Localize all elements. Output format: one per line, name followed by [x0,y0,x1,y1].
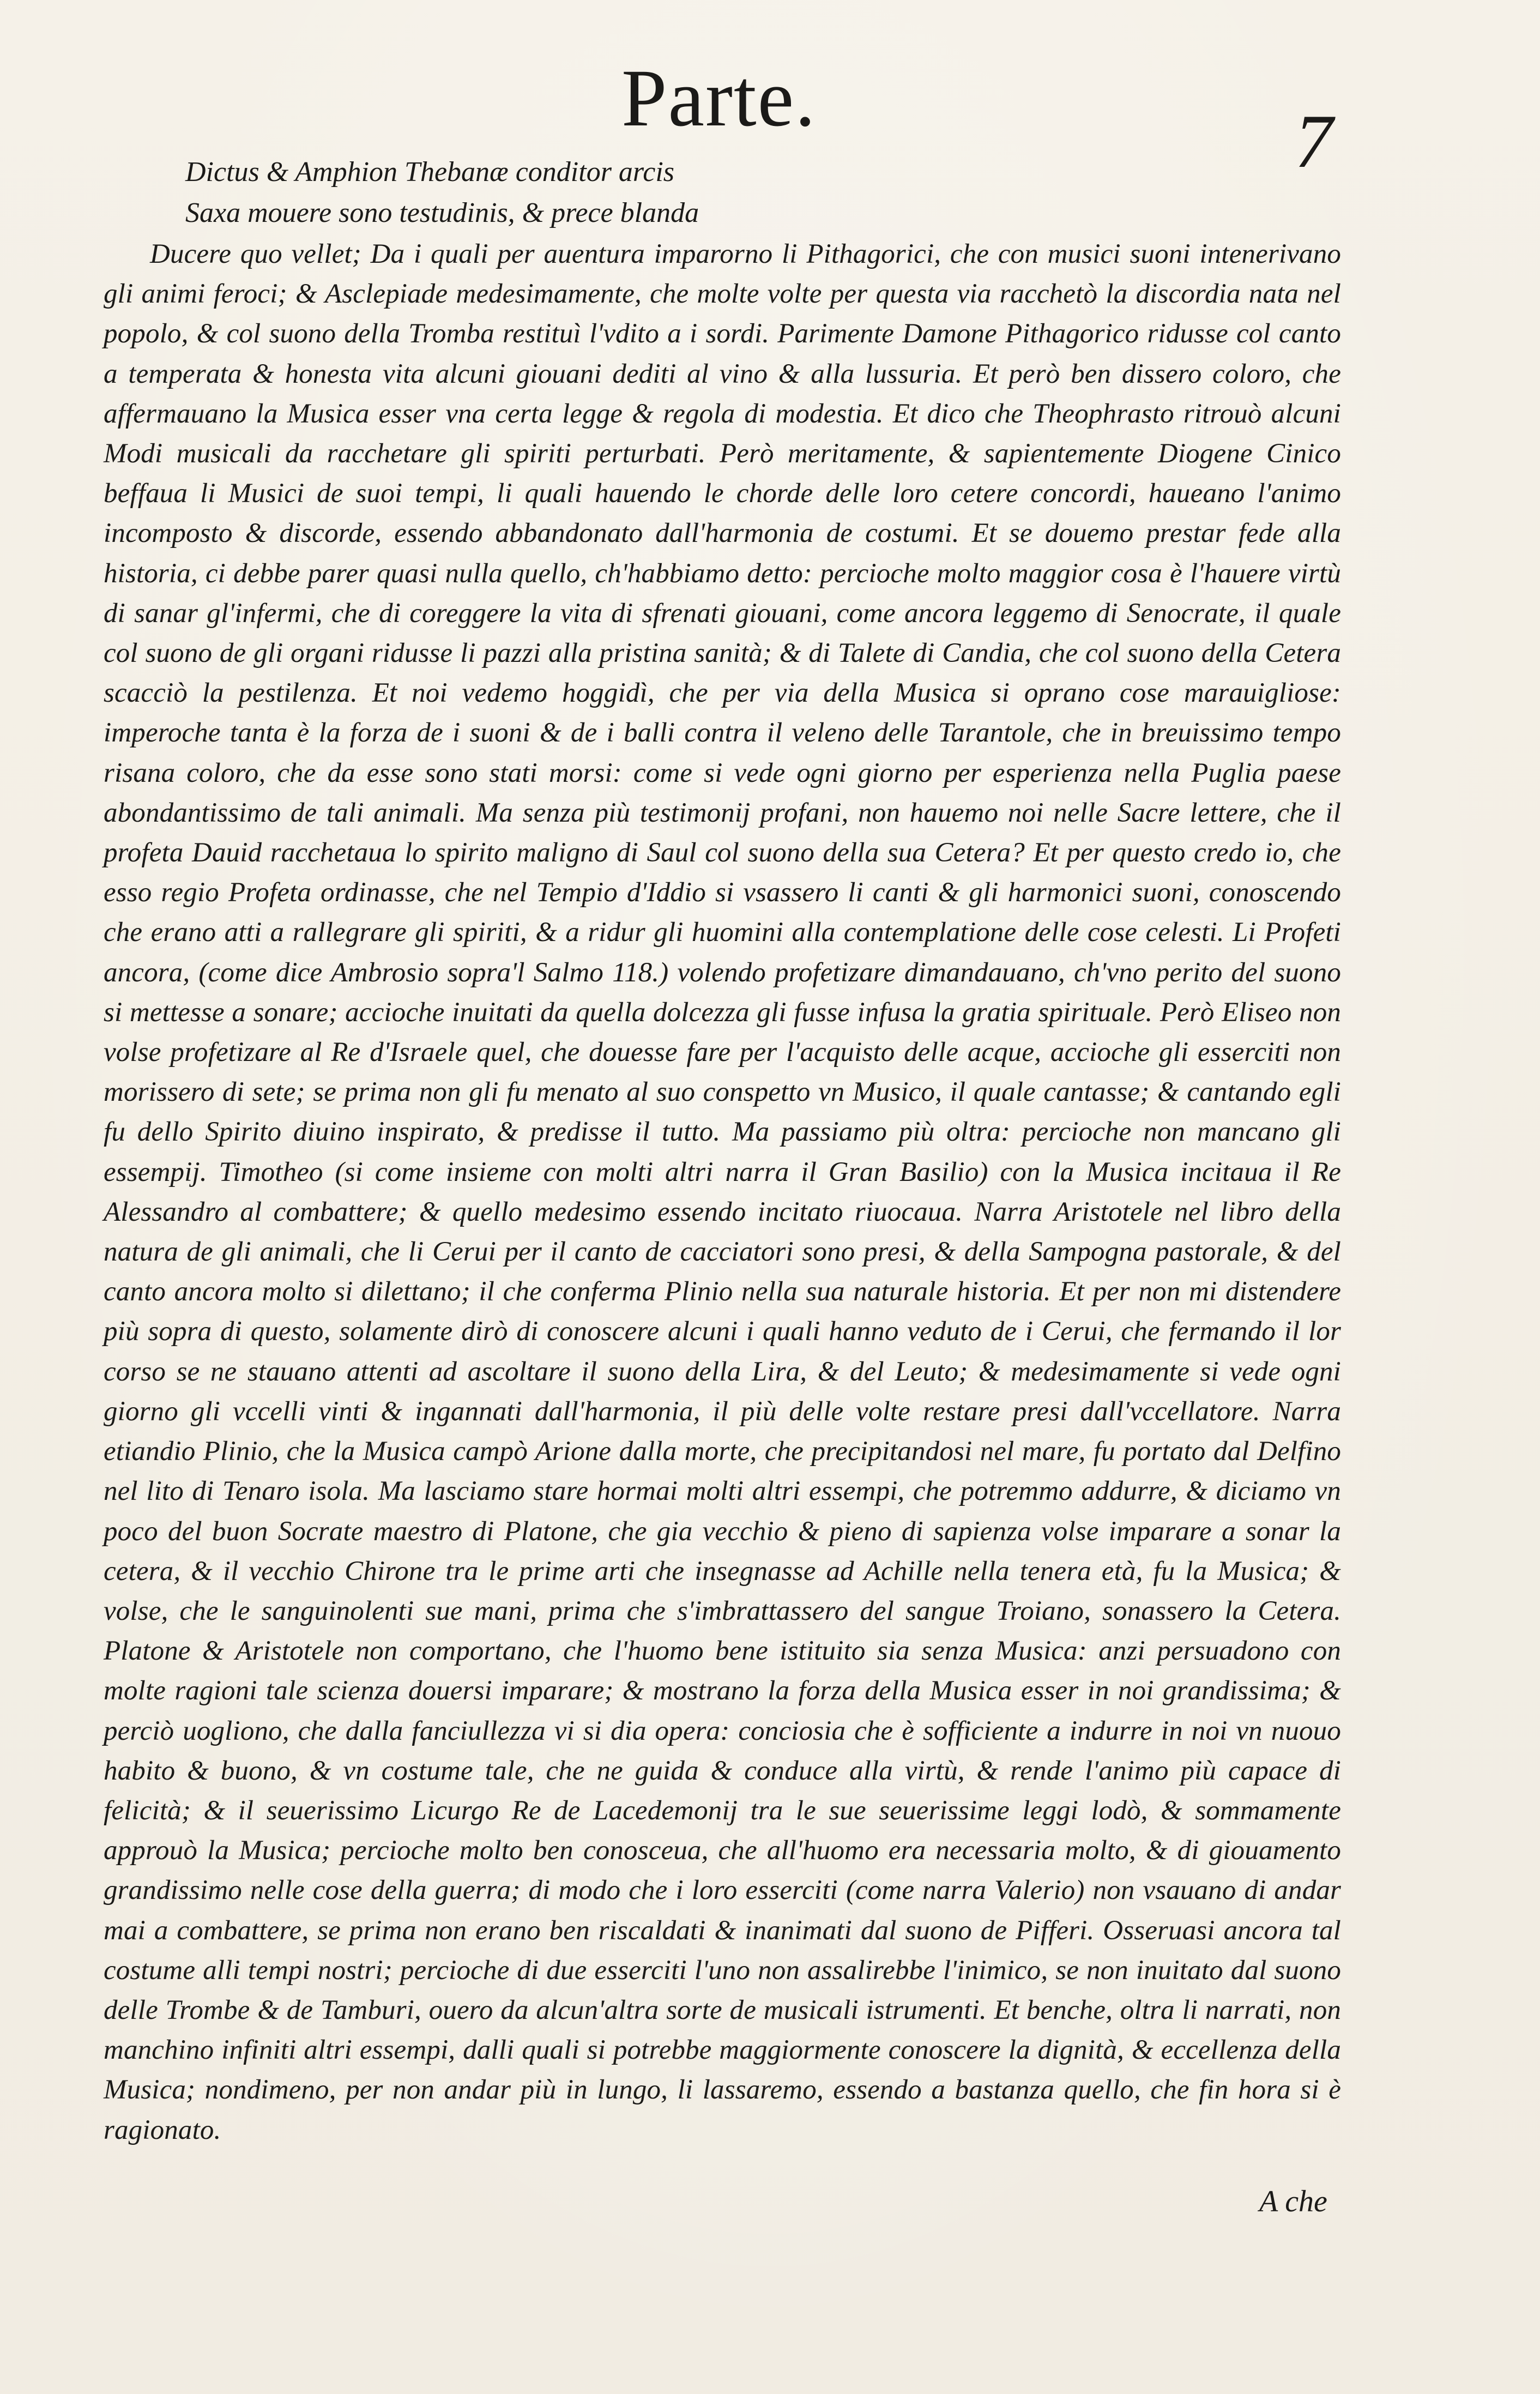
running-head: Parte. [621,53,817,143]
verse-line: Dictus & Amphion Thebanæ conditor arcis [185,156,674,188]
body-paragraph: Ducere quo vellet; Da i quali per auentura imparorno li Pithagorici, che con musici suoni intenerivano gli animi feroci; & Asclepiade medesimamente, che molte volte per questa via racchetò la discordia nata nel popolo, & col suono della Tromba restituì l'vdito a i sordi. Parimente Damone Pithagorico ridusse col canto a temperata & honesta vita alcuni giouani dediti al vino & alla lussuria. Et però ben dissero coloro, che affermauano la Musica esser vna certa legge & regola di modestia. Et dico che Theophrasto ritrouò alcuni Modi musicali da racchetare gli spiriti perturbati. Però meritamente, & sapientemente Diogene Cinico beffaua li Musici de suoi tempi, li quali hauendo le chorde delle loro cetere concordi, haueano l'animo incomposto & discorde, essendo abbandonato dall'harmonia de costumi. Et se douemo prestar fede alla historia, ci debbe parer quasi nulla quello, ch'habbiamo detto: percioche molto maggior cosa è l'hauere virtù di sanar gl'infermi, che di coreggere la vita di sfrenati giouani, come ancora leggemo di Senocrate, il quale col suono de gli organi ridusse li pazzi alla pristina sanità; & di Talete di Candia, che col suono della Cetera scacciò la pestilenza. Et noi vedemo hoggidì, che per via della Musica si oprano cose marauigliose: imperoche tanta è la forza de i suoni & de i balli contra il veleno delle Tarantole, che in breuissimo tempo risana coloro, che da esse sono stati morsi: come si vede ogni giorno per esperienza nella Puglia paese abondantissimo de tali animali. Ma senza più testimonij profani, non hauemo noi nelle Sacre lettere, che il profeta Dauid racchetaua lo spirito maligno di Saul col suono della sua Cetera? Et per questo credo io, che esso regio Profeta ordinasse, che nel Tempio d'Iddio si vsassero li canti & gli harmonici suoni, conoscendo che erano atti a rallegrare gli spiriti, & a ridur gli huomini alla contemplatione delle cose celesti. Li Profeti ancora, (come dice Ambrosio sopra'l Salmo 118.) volendo profetizare dimandauano, ch'vno perito del suono si mettesse a sonare; accioche inuitati da quella dolcezza gli fusse infusa la gratia spirituale. Però Eliseo non volse profetizare al Re d'Israele quel, che douesse fare per l'acquisto delle acque, accioche gli esserciti non morissero di sete; se prima non gli fu menato al suo conspetto vn Musico, il quale cantasse; & cantando egli fu dello Spirito diuino inspirato, & predisse il tutto. Ma passiamo più oltra: percioche non mancano gli essempij. Timotheo (si come insieme con molti altri narra il Gran Basilio) con la Musica incitaua il Re Alessandro al combattere; & quello medesimo essendo incitato riuocaua. Narra Aristotele nel libro della natura de gli animali, che li Cerui per il canto de cacciatori sono presi, & della Sampogna pastorale, & del canto ancora molto si dilettano; il che conferma Plinio nella sua naturale historia. Et per non mi distendere più sopra di questo, solamente dirò di conoscere alcuni i quali hanno veduto de i Cerui, che fermando il lor corso se ne stauano attenti ad ascoltare il suono della Lira, & del Leuto; & medesimamente si vede ogni giorno gli vccelli vinti & ingannati dall'harmonia, il più delle volte restare presi dall'vccellatore. Narra etiandio Plinio, che la Musica campò Arione dalla morte, che precipitandosi nel mare, fu portato dal Delfino nel lito di Tenaro isola. Ma lasciamo stare hormai molti altri essempi, che potremmo addurre, & diciamo vn poco del buon Socrate maestro di Platone, che gia vecchio & pieno di sapienza volse imparare a sonar la cetera, & il vecchio Chirone tra le prime arti che insegnasse ad Achille nella tenera età, fu la Musica; & volse, che le sanguinolenti sue mani, prima che s'imbrattassero del sangue Troiano, sonassero la Cetera. Platone & Aristotele non comportano, che l'huomo bene istituito sia senza Musica: anzi persuadono con molte ragioni tale scienza douersi imparare; & mostrano la forza della Musica esser in noi grandissima; & perciò uogliono, che dalla fanciullezza vi si dia opera: conciosia che è sofficiente a indurre in noi vn nuouo habito & buono, & vn costume tale, che ne guida & conduce alla virtù, & rende l'animo più capace di felicità; & il seuerissimo Licurgo Re de Lacedemonij tra le sue seuerissime leggi lodò, & sommamente approuò la Musica; percioche molto ben conosceua, che all'huomo era necessaria molto, & di giouamento grandissimo nelle cose della guerra; di modo che i loro esserciti (come narra Valerio) non vsauano di andar mai a combattere, se prima non erano ben riscaldati & inanimati dal suono de Pifferi. Osseruasi ancora tal costume alli tempi nostri; percioche di due esserciti l'uno non assalirebbe l'inimico, se non inuitato dal suono delle Trombe & de Tamburi, ouero da alcun'altra sorte de musicali istrumenti. Et benche, oltra li narrati, non manchino infiniti altri essempi, dalli quali si potrebbe maggiormente conoscere la dignità, & eccellenza della Musica; nondimeno, per non andar più in lungo, li lassaremo, essendo a bastanza quello, che fin hora si è ragionato. [104,239,1341,2145]
catchword: A che [1259,2185,1327,2218]
page-number: 7 [1295,99,1333,184]
body-text [104,234,1341,2150]
verse-line: Saxa mouere sono testudinis, & prece blanda [185,197,699,228]
